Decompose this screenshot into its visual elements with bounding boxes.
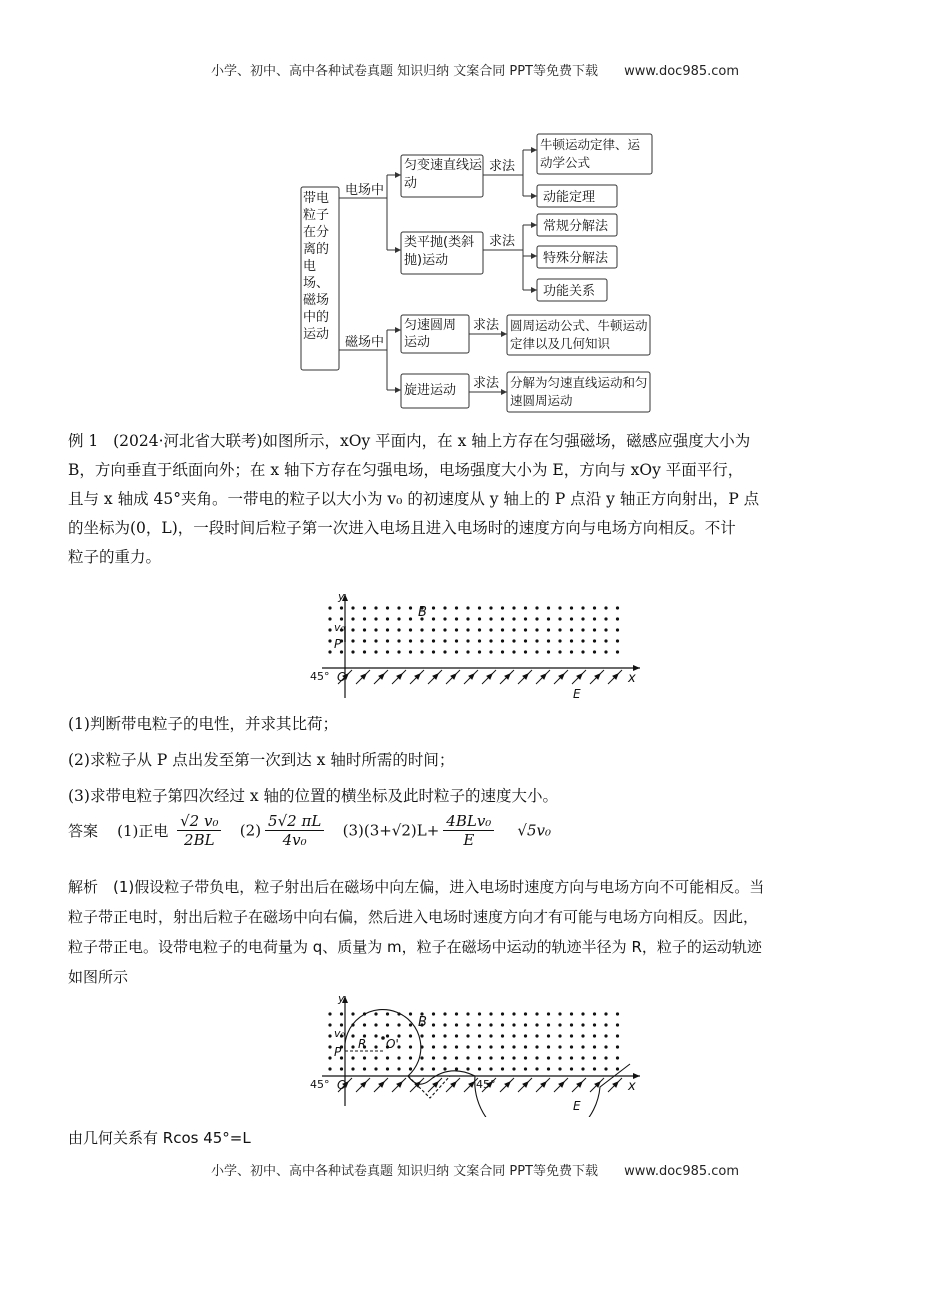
mindmap-spiral: 旋进运动	[404, 383, 457, 398]
final-line: 由几何关系有 Rcos 45°=L	[68, 1129, 251, 1147]
fraction-1-denominator: 2BL	[184, 831, 215, 849]
example-label: 例 1	[68, 432, 99, 450]
mindmap-energy: 动能定理	[543, 190, 596, 205]
fig2-O-label: O	[337, 1078, 347, 1092]
mindmap-circular: 匀速圆周运动	[404, 318, 457, 350]
mindmap-projectile: 类平抛(类斜抛)运动	[404, 235, 475, 268]
mindmap-diagram	[295, 130, 665, 420]
answer-4: √5v₀	[517, 821, 551, 840]
answer-label: 答案	[68, 822, 99, 840]
fig1-O-label: O	[337, 670, 347, 684]
footer-site: www.doc985.com	[624, 1164, 740, 1179]
mindmap-newton: 牛顿运动定律、运动学公式	[540, 137, 641, 170]
fig2-angle2-label: 45°	[476, 1078, 496, 1091]
explanation-line4: 如图所示	[68, 968, 129, 986]
fig1-v0-label: v₀	[334, 621, 345, 634]
question-2: (2)求粒子从 P 点出发至第一次到达 x 轴时所需的时间；	[68, 751, 455, 769]
answer-2: (2)	[239, 821, 262, 840]
fraction-3-numerator: 4BLv₀	[443, 812, 494, 831]
example-paragraph	[68, 427, 883, 572]
fig1-angle-label: 45°	[310, 670, 330, 683]
explanation-line2: 粒子带正电时，射出后粒子在磁场中向右偏，然后进入电场时速度方向才有可能与电场方向相反。因此，	[68, 908, 759, 926]
fraction-3-denominator: E	[463, 831, 475, 849]
mindmap-circle-formula: 圆周运动公式、牛顿运动定律以及几何知识	[510, 318, 648, 351]
mindmap-work: 功能关系	[543, 284, 596, 299]
question-1: (1)判断带电粒子的电性，并求其比荷；	[68, 715, 338, 733]
mindmap-uniform-linear: 匀变速直线运动	[404, 158, 482, 191]
example-line1: 如图所示，xOy 平面内，在 x 轴上方存在匀强磁场，磁感应强度大小为	[262, 432, 751, 450]
mindmap-method-2: 求法	[489, 234, 516, 249]
answer-1: (1)正电	[117, 822, 169, 840]
fraction-2-numerator: 5√2 πL	[265, 812, 324, 831]
answer-line	[68, 812, 551, 872]
fig1-x-label: x	[628, 671, 636, 686]
fraction-1-numerator: √2 v₀	[177, 812, 221, 831]
fig1-P-label: P	[334, 637, 342, 651]
mindmap-electric: 电场中	[345, 183, 385, 198]
mindmap-method-4: 求法	[473, 376, 500, 391]
fig2-angle-label: 45°	[310, 1078, 330, 1091]
fig1-E-label: E	[573, 687, 581, 701]
page-footer	[0, 1160, 950, 1179]
fig1-B-label: B	[418, 605, 427, 620]
footer-text: 小学、初中、高中各种试卷真题 知识归纳 文案合同 PPT等免费下载	[210, 1164, 598, 1179]
figure-trajectory-diagram	[300, 992, 650, 1117]
example-line5: 粒子的重力。	[68, 548, 162, 566]
answer-fraction-3	[443, 812, 494, 849]
mindmap-root: 带电粒子在分离的电场、磁场中的运动	[303, 191, 330, 342]
fig2-R-label: R	[358, 1037, 367, 1051]
explanation-line1: 解析 (1)假设粒子带负电，粒子射出后在磁场中向左偏，进入电场时速度方向与电场方向不可能相反。当	[68, 878, 765, 896]
answer-3: (3)(3+√2)L+	[342, 821, 440, 840]
fig2-O1-label: O'	[386, 1037, 399, 1051]
answer-fraction-2	[265, 812, 324, 849]
mindmap-decompose: 常规分解法	[543, 219, 609, 234]
fig2-y-label: y	[338, 992, 345, 1005]
mindmap-magnetic: 磁场中	[345, 335, 385, 350]
fig2-P-label: P	[334, 1045, 342, 1059]
answer-fraction-1	[177, 812, 221, 849]
fraction-2-denominator: 4v₀	[282, 831, 307, 849]
header-site: www.doc985.com	[624, 64, 740, 79]
fig2-E-label: E	[573, 1099, 581, 1113]
explanation-paragraph	[68, 872, 888, 992]
fig2-x-label: x	[628, 1079, 636, 1094]
fig2-v0-label: v₀	[334, 1027, 345, 1040]
example-line3: 且与 x 轴成 45°夹角。一带电的粒子以大小为 v₀ 的初速度从 y 轴上的 P 点沿 y 轴正方向射出，P 点	[68, 490, 760, 508]
mindmap-split: 分解为匀速直线运动和匀速圆周运动	[510, 375, 648, 408]
example-line4: 的坐标为(0，L)，一段时间后粒子第一次进入电场且进入电场时的速度方向与电场方向相反。不计	[68, 519, 736, 537]
mindmap-method-3: 求法	[473, 318, 500, 333]
mindmap-special: 特殊分解法	[543, 251, 609, 266]
figure-field-diagram	[300, 590, 650, 705]
question-3: (3)求带电粒子第四次经过 x 轴的位置的横坐标及此时粒子的速度大小。	[68, 787, 559, 805]
example-source: (2024·河北省大联考)	[113, 432, 263, 450]
page-header	[0, 60, 950, 79]
header-text: 小学、初中、高中各种试卷真题 知识归纳 文案合同 PPT等免费下载	[210, 64, 598, 79]
mindmap-method-1: 求法	[489, 159, 516, 174]
fig2-B-label: B	[418, 1015, 427, 1030]
fig1-y-label: y	[338, 590, 345, 603]
example-line2: B，方向垂直于纸面向外；在 x 轴下方存在匀强电场，电场强度大小为 E，方向与 xOy 平面平行，	[68, 461, 744, 479]
explanation-line3: 粒子带正电。设带电粒子的电荷量为 q、质量为 m，粒子在磁场中运动的轨迹半径为 R，粒子的运动轨迹	[68, 938, 762, 956]
